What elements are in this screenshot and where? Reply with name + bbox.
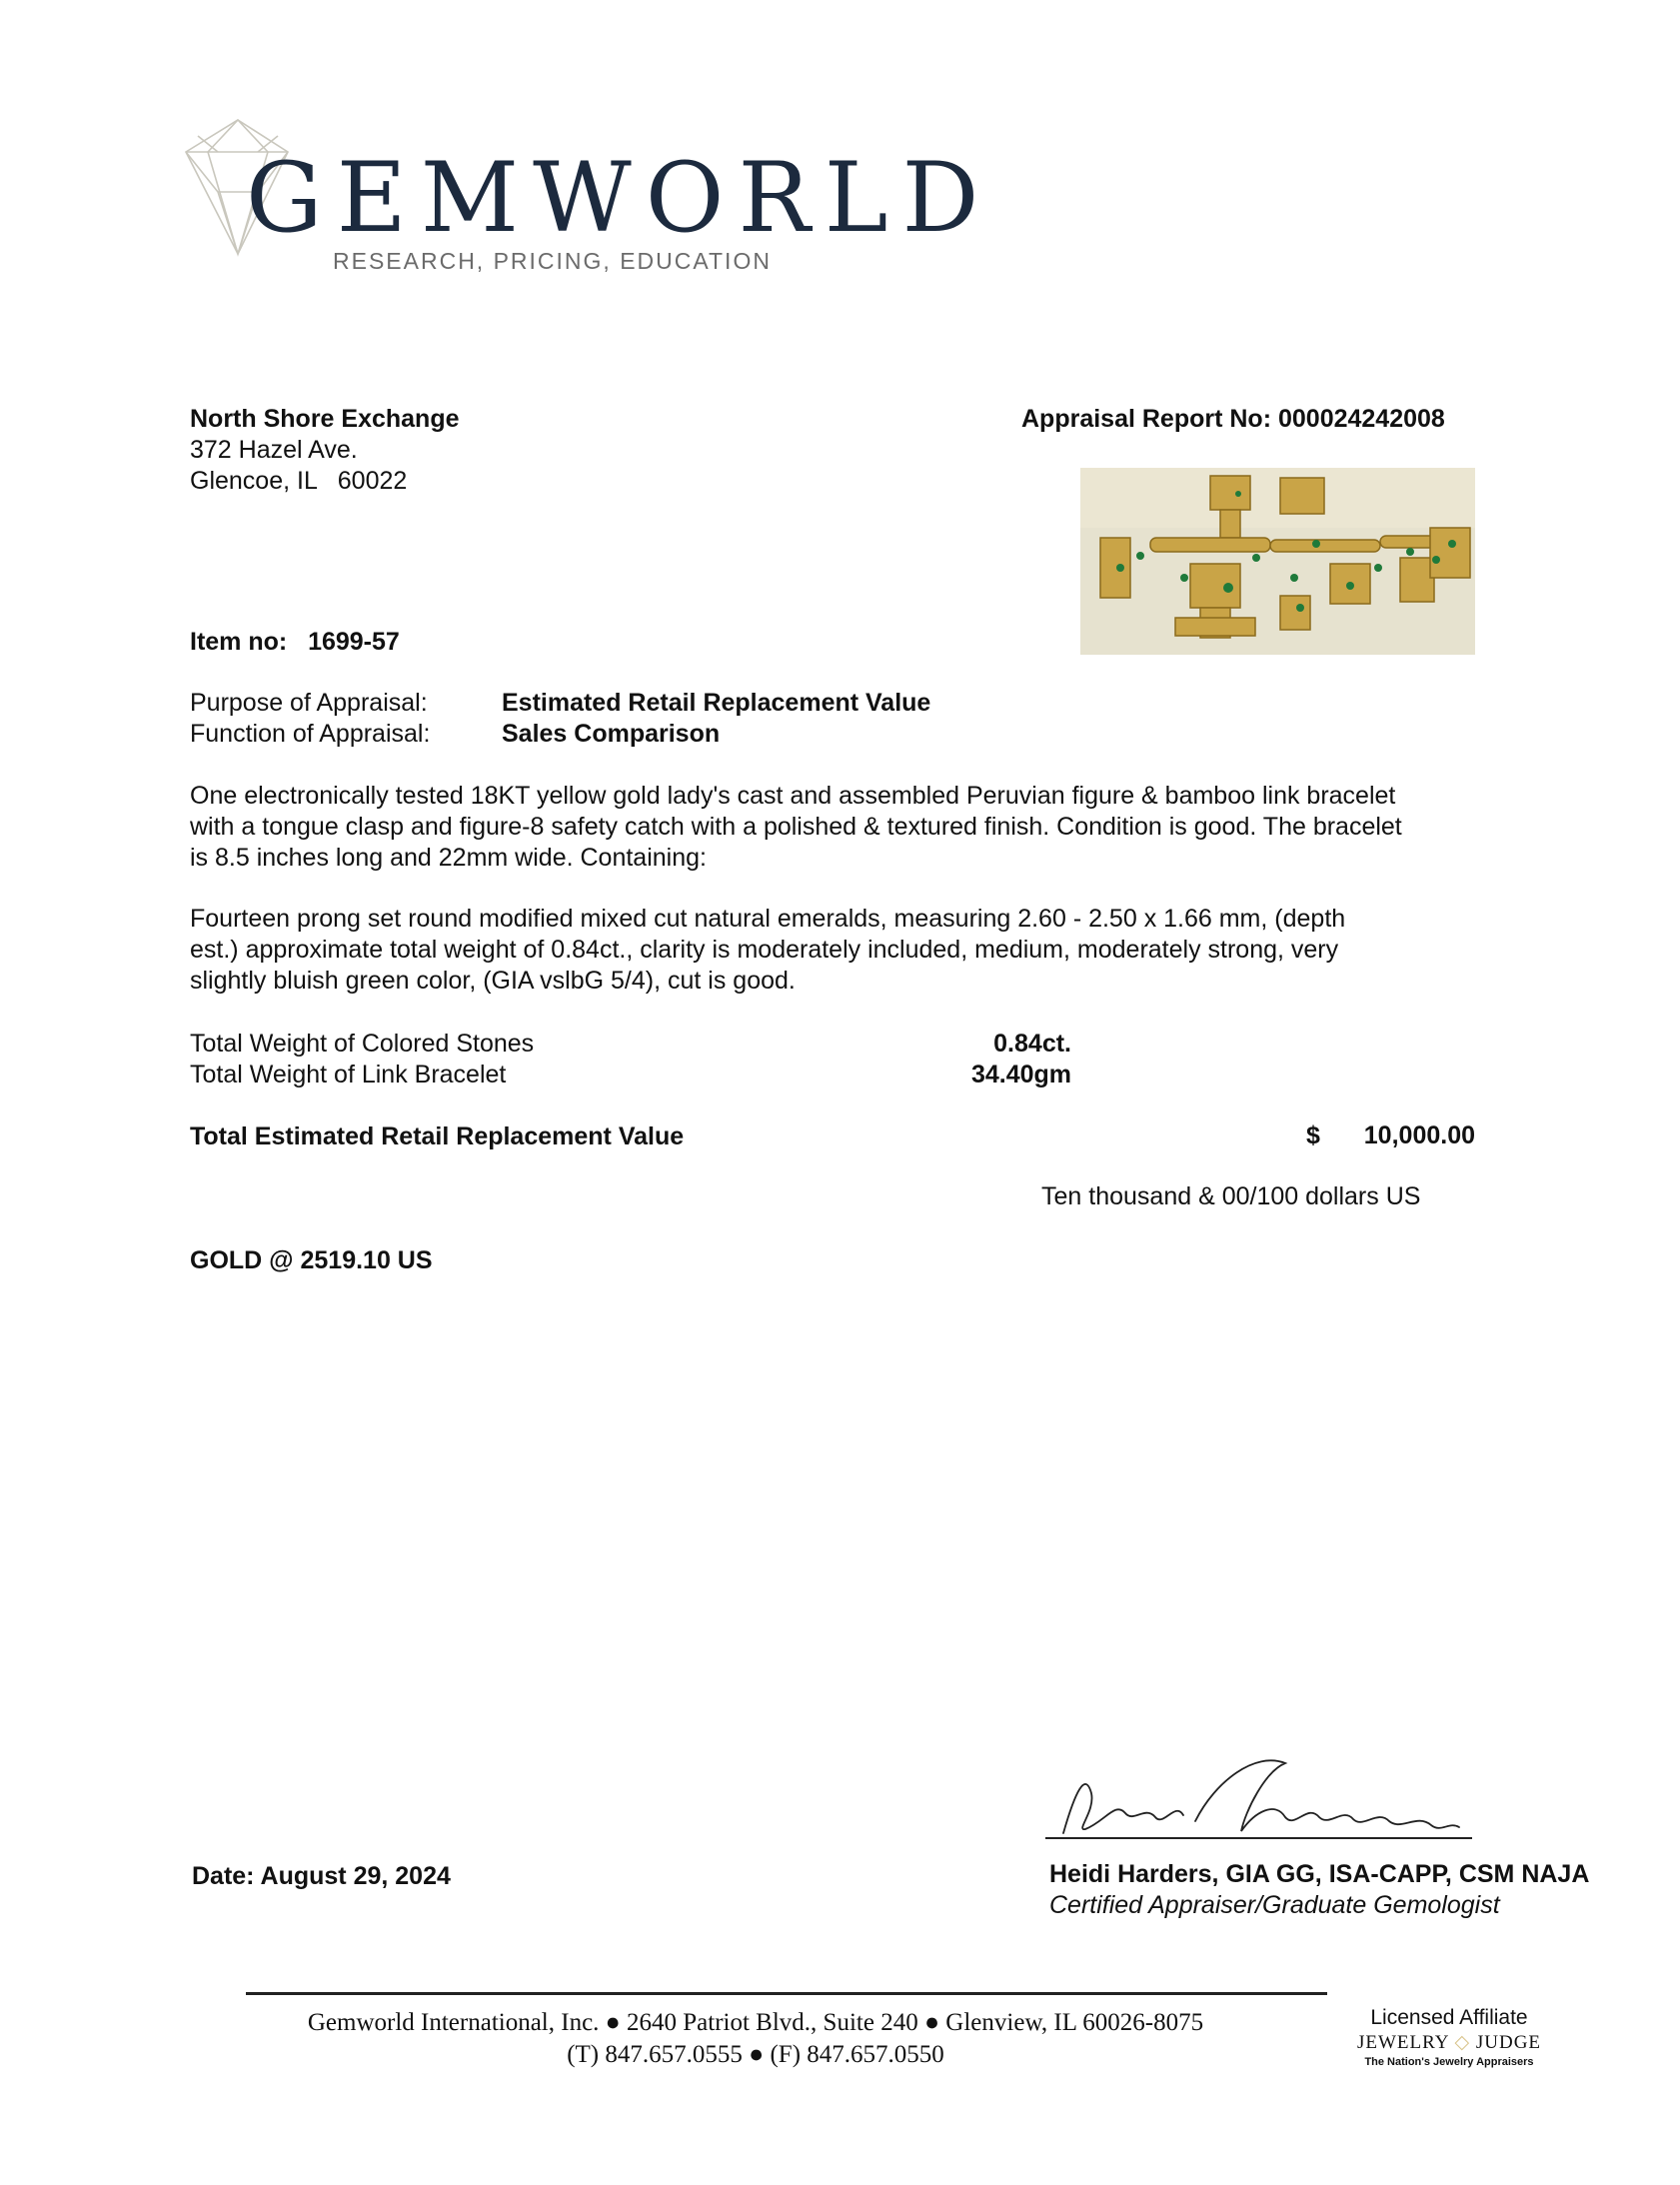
footer-divider	[246, 1992, 1327, 1995]
report-number-value: 000024242008	[1277, 405, 1445, 433]
company-tagline: RESEARCH, PRICING, EDUCATION	[333, 248, 772, 274]
total-value-label: Total Estimated Retail Replacement Value	[190, 1122, 685, 1150]
total-value-words: Ten thousand & 00/100 dollars US	[1041, 1182, 1421, 1210]
purpose-label: Purpose of Appraisal:	[190, 689, 428, 717]
purpose-row	[190, 688, 930, 719]
weight-value-bracelet: 34.40gm	[970, 1061, 1071, 1089]
client-address-line1: 372 Hazel Ave.	[190, 436, 358, 464]
report-number-label: Appraisal Report No:	[1021, 405, 1272, 433]
function-value: Sales Comparison	[502, 720, 721, 748]
item-number-label: Item no:	[190, 628, 288, 656]
item-number-value: 1699-57	[308, 628, 400, 656]
footer-contact	[246, 2007, 1265, 2071]
jewelry-judge-logo	[1349, 2031, 1549, 2055]
weight-value-stones: 0.84ct.	[993, 1030, 1071, 1058]
weights-values	[899, 1029, 1071, 1091]
footer-phone: (T) 847.657.0555 ● (F) 847.657.0550	[567, 2041, 944, 2068]
report-number	[1021, 404, 1445, 435]
gold-price: GOLD @ 2519.10 US	[190, 1246, 433, 1274]
function-label: Function of Appraisal:	[190, 720, 431, 748]
appraiser-title: Certified Appraiser/Graduate Gemologist	[1049, 1891, 1500, 1919]
appraiser-name: Heidi Harders, GIA GG, ISA-CAPP, CSM NAJA	[1049, 1860, 1590, 1888]
client-block	[190, 404, 460, 497]
weight-label-bracelet: Total Weight of Link Bracelet	[190, 1061, 507, 1089]
company-logo-wordmark: GEMWORLD	[246, 142, 993, 254]
stone-description: Fourteen prong set round modified mixed cut natural emeralds, measuring 2.60 - 2.50 x 1.66 mm, (depth est.) approximate total weight of 0.84ct., clarity is moderately included, medium, moderately strong, very slightly bluish green color, (GIA vslbG 5/4), cut is good.	[190, 905, 1346, 995]
client-address-line2: Glencoe, IL 60022	[190, 467, 408, 495]
appraisal-purpose-block	[190, 688, 930, 750]
total-value-currency: $	[1306, 1121, 1320, 1149]
appraisal-date: Date: August 29, 2024	[192, 1862, 451, 1890]
client-name: North Shore Exchange	[190, 405, 460, 433]
item-number	[190, 627, 400, 658]
total-value-amount: 10,000.00	[1363, 1121, 1475, 1149]
affiliate-badge	[1349, 2005, 1549, 2069]
handwritten-signature-icon	[1045, 1751, 1472, 1843]
function-row	[190, 719, 930, 750]
signature	[1045, 1751, 1472, 1843]
affiliate-brand-left: JEWELRY	[1356, 2032, 1449, 2053]
purpose-value: Estimated Retail Replacement Value	[502, 689, 931, 717]
judge-diamond-icon: ◇	[1454, 2032, 1471, 2053]
weight-label-stones: Total Weight of Colored Stones	[190, 1030, 535, 1058]
weights-block	[190, 1029, 534, 1091]
affiliate-brand-right: JUDGE	[1475, 2032, 1542, 2053]
affiliate-tagline: The Nation's Jewelry Appraisers	[1364, 2056, 1534, 2068]
bracelet-photo	[1080, 468, 1475, 655]
affiliate-label: Licensed Affiliate	[1370, 2006, 1528, 2029]
item-description: One electronically tested 18KT yellow gold lady's cast and assembled Peruvian figure & bamboo link bracelet with a tongue clasp and figure-8 safety catch with a polished & textured finish. Condition is good. The bracelet is 8.5 inches long and 22mm wide. Containing:	[190, 782, 1402, 872]
footer-address: Gemworld International, Inc. ● 2640 Patriot Blvd., Suite 240 ● Glenview, IL 60026-8075	[307, 2009, 1204, 2036]
